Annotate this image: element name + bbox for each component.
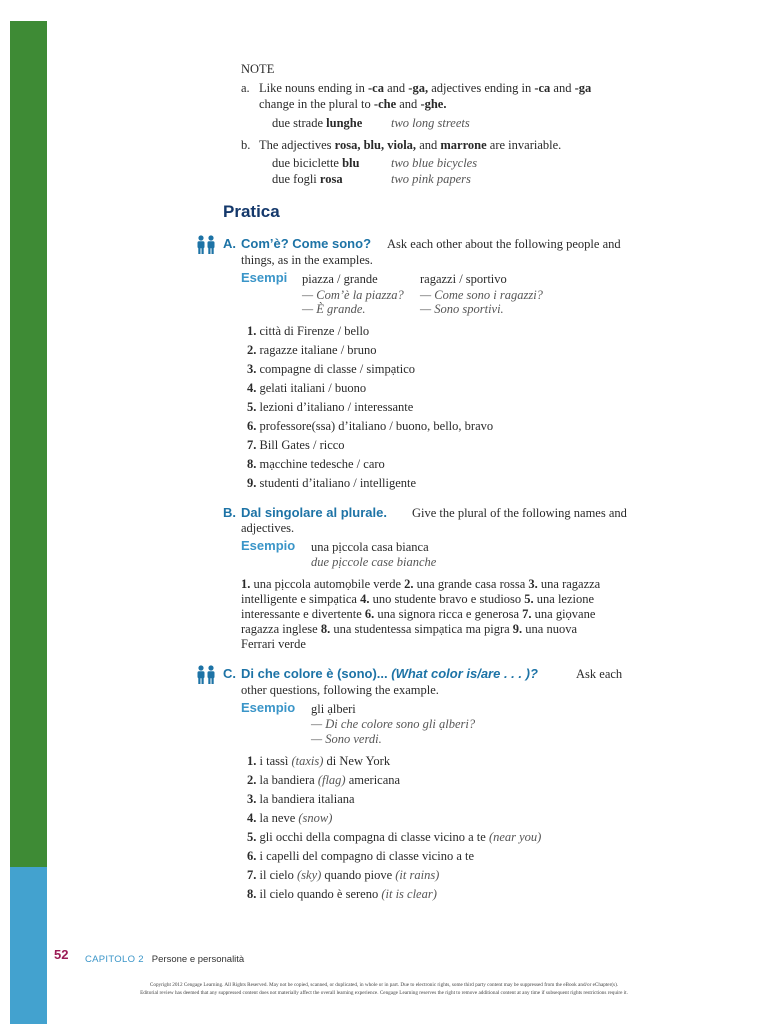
section-c-instruction-line1: Ask each: [576, 667, 623, 681]
note-a-example-italian: due strade lunghe: [272, 116, 363, 130]
list-item: 3. compagne di classe / simpạtico: [247, 362, 416, 376]
paragraph-line: interessante e divertente 6. una signora ricca e generosa 7. una giọvane: [241, 607, 596, 621]
list-item: 8. il cielo quando è sereno (it is clear): [247, 887, 437, 901]
paragraph-line: 1. una pịccola automọbile verde 2. una grande casa rossa 3. una ragazza: [241, 577, 601, 591]
section-b-example-label: Esempio: [241, 538, 296, 553]
list-item: 7. il cielo (sky) quando piove (it rains): [247, 868, 440, 882]
section-a-title: Com’è? Come sono?: [241, 236, 372, 251]
section-a-example-1-question: — Com’è la piazza?: [302, 288, 404, 302]
section-c-instruction-line2: other questions, following the example.: [241, 683, 439, 697]
pratica-heading: Pratica: [223, 202, 280, 221]
list-item: 4. gelati italiani / buono: [247, 381, 367, 395]
section-c-example-prompt: gli ạlberi: [311, 702, 356, 716]
note-b-example-2-italian: due fogli rosa: [272, 172, 343, 186]
section-c-title: Di che colore è (sono)... (What color is/are . . . )?: [241, 666, 538, 681]
pair-work-icon: [195, 665, 217, 685]
note-b-line: The adjectives rosa, blu, viola, and marrone are invariable.: [259, 138, 562, 152]
list-item: 5. lezioni d’italiano / interessante: [247, 400, 414, 414]
side-color-bar-green: [10, 21, 47, 888]
section-b-instruction-line1: Give the plural of the following names and: [412, 506, 627, 520]
list-item: 8. mạcchine tedesche / caro: [247, 457, 385, 471]
section-a-label: A.: [223, 236, 236, 251]
paragraph-line: Ferrari verde: [241, 637, 306, 651]
list-item: 5. gli occhi della compagna di classe vicino a te (near you): [247, 830, 542, 844]
section-a-example-2-prompt: ragazzi / sportivo: [420, 272, 507, 286]
list-item: 4. la neve (snow): [247, 811, 333, 825]
side-color-bar-blue: [10, 867, 47, 1024]
list-item: 9. studenti d’italiano / intelligente: [247, 476, 417, 490]
list-item: 6. i capelli del compagno di classe vicino a te: [247, 849, 475, 863]
section-a-example-2-answer: — Sono sportivi.: [420, 302, 504, 316]
list-item: 1. i tassì (taxis) di New York: [247, 754, 391, 768]
section-c-example-label: Esempio: [241, 700, 296, 715]
section-b-example-answer: due pịccole case bianche: [311, 555, 437, 569]
list-item: 7. Bill Gates / ricco: [247, 438, 345, 452]
section-a-example-1-answer: — È grande.: [302, 302, 366, 316]
list-item: 1. città di Firenze / bello: [247, 324, 370, 338]
note-a-line2: change in the plural to -che and -ghe.: [259, 97, 447, 111]
section-a-instruction-line1: Ask each other about the following people and: [387, 237, 621, 251]
note-b-example-1-english: two blue bicycles: [391, 156, 478, 170]
copyright-notice: Copyright 2012 Cengage Learning. All Rights Reserved. May not be copied, scanned, or duplicated, in whole or in part. Due to electronic rights, some third party content may be suppressed from the eBook and/or eChapter(s). Editorial review has deemed that any suppressed content does not materially affect the overall learning experience. Cengage Learning reserves the right to remove additional content at any time if subsequent rights restrictions require it.: [140, 982, 628, 996]
paragraph-line: ragazza inglese 8. una studentessa simpạtica ma pigra 9. una nuova: [241, 622, 578, 636]
section-a-example-label: Esempi: [241, 270, 288, 285]
note-b-marker: b.: [241, 138, 251, 152]
list-item: 6. professore(ssa) d’italiano / buono, bello, bravo: [247, 419, 494, 433]
section-b-instruction-line2: adjectives.: [241, 521, 295, 535]
note-b-example-1-italian: due biciclette blu: [272, 156, 360, 170]
section-c-label: C.: [223, 666, 236, 681]
note-title: NOTE: [241, 62, 275, 76]
section-a-example-1-prompt: piazza / grande: [302, 272, 378, 286]
note-a-line1: Like nouns ending in -ca and -ga, adjectives ending in -ca and -ga: [259, 81, 592, 95]
note-b-example-2-english: two pink papers: [391, 172, 471, 186]
list-item: 3. la bandiera italiana: [247, 792, 355, 806]
section-c-example-answer: — Sono verdi.: [311, 732, 382, 746]
section-b-title: Dal singolare al plurale.: [241, 505, 387, 520]
section-c-example-question: — Di che colore sono gli ạlberi?: [311, 717, 476, 731]
note-a-marker: a.: [241, 81, 250, 95]
section-a-example-2-question: — Come sono i ragazzi?: [420, 288, 543, 302]
pair-work-icon: [195, 235, 217, 255]
section-a-instruction-line2: things, as in the examples.: [241, 253, 373, 267]
list-item: 2. la bandiera (flag) americana: [247, 773, 401, 787]
chapter-label: CAPITOLO 2: [85, 954, 144, 965]
list-item: 2. ragazze italiane / bruno: [247, 343, 377, 357]
page-number: 52: [54, 947, 69, 962]
section-b-example-prompt: una pịccola casa bianca: [311, 540, 429, 554]
chapter-title: Persone e personalità: [151, 954, 245, 965]
running-footer: [85, 949, 244, 967]
section-b-label: B.: [223, 505, 236, 520]
note-a-example-english: two long streets: [391, 116, 470, 130]
paragraph-line: intelligente e simpạtica 4. uno studente bravo e studioso 5. una lezione: [241, 592, 595, 606]
